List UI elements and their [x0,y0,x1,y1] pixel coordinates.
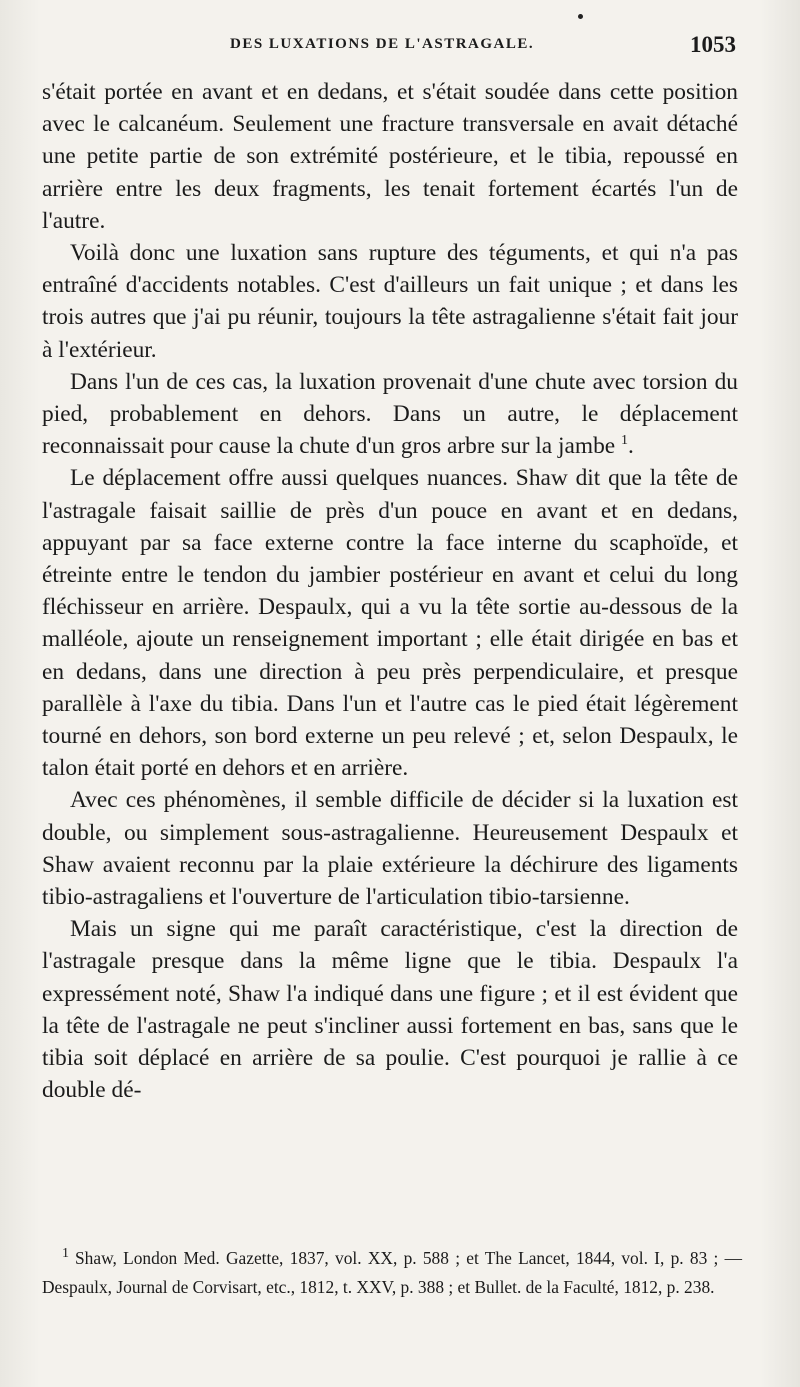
footnote-reference[interactable]: 1 [621,433,629,449]
paragraph-text: Dans l'un de ces cas, la luxation provenait d'une chute avec torsion du pied, probablement en dehors. Dans un autre, le déplacement reconnaissait pour cause la chute d'un gros arbre sur la jambe [42,368,738,460]
page-header [40,34,740,64]
paragraph: Le déplacement offre aussi quelques nuances. Shaw dit que la tête de l'astragale faisait saillie de près d'un pouce en avant et en dedans, appuyant par sa face externe contre la face interne du scaphoïde, et étreinte entre le tendon du jambier postérieur en avant et celui du long fléchisseur en arrière. Despaulx, qui a vu la tête sortie au-dessous de la malléole, ajoute un renseignement important ; elle était dirigée en bas et en dedans, dans une direction à peu près perpendiculaire, et presque parallèle à l'axe du tibia. Dans l'un et l'autre cas le pied était légèrement tourné en dehors, son bord externe un peu relevé ; et, selon Despaulx, le talon était porté en dehors et en arrière. [42,465,738,782]
body-text [42,76,738,1107]
running-title: DES LUXATIONS DE L'ASTRAGALE. [230,36,535,52]
paragraph: Avec ces phénomènes, il semble difficile de décider si la luxation est double, ou simplement sous-astragalienne. Heureusement Despaulx et Shaw avaient reconnu par la plaie extérieure la déchirure des ligaments tibio-astragaliens et l'ouverture de l'articulation tibio-tarsienne. [42,787,738,911]
paragraph-end: . [628,433,634,460]
footnote [42,1244,742,1302]
footnote-text: Shaw, London Med. Gazette, 1837, vol. XX, p. 588 ; et The Lancet, 1844, vol. I, p. 83 ; — Despaulx, Journal de Corvisart, etc., 1812, t. XXV, p. 388 ; et Bullet. de la Faculté, 1812, p. 238. [42,1248,742,1297]
paragraph: s'était portée en avant et en dedans, et s'était soudée dans cette position avec le calcanéum. Seulement une fracture transversale en avait détaché une petite partie de son extrémité postérieure, et le tibia, repoussé en arrière entre les deux fragments, les tenait fortement écartés l'un de l'autre. [42,79,738,234]
paragraph [42,366,738,463]
ink-dot [578,14,583,19]
paragraph: Voilà donc une luxation sans rupture des téguments, et qui n'a pas entraîné d'accidents notables. C'est d'ailleurs un fait unique ; et dans les trois autres que j'ai pu réunir, toujours la tête astragalienne s'était fait jour à l'extérieur. [42,240,738,363]
paragraph: Mais un signe qui me paraît caractéristique, c'est la direction de l'astragale presque dans la même ligne que le tibia. Despaulx l'a expressément noté, Shaw l'a indiqué dans une figure ; et il est évident que la tête de l'astragale ne peut s'incliner aussi fortement en bas, sans que le tibia soit déplacé en arrière de sa poulie. C'est pourquoi je rallie à ce double dé- [42,916,738,1104]
footnote-number: 1 [62,1246,69,1262]
page-number: 1053 [690,32,736,57]
footnotes [42,1244,742,1302]
